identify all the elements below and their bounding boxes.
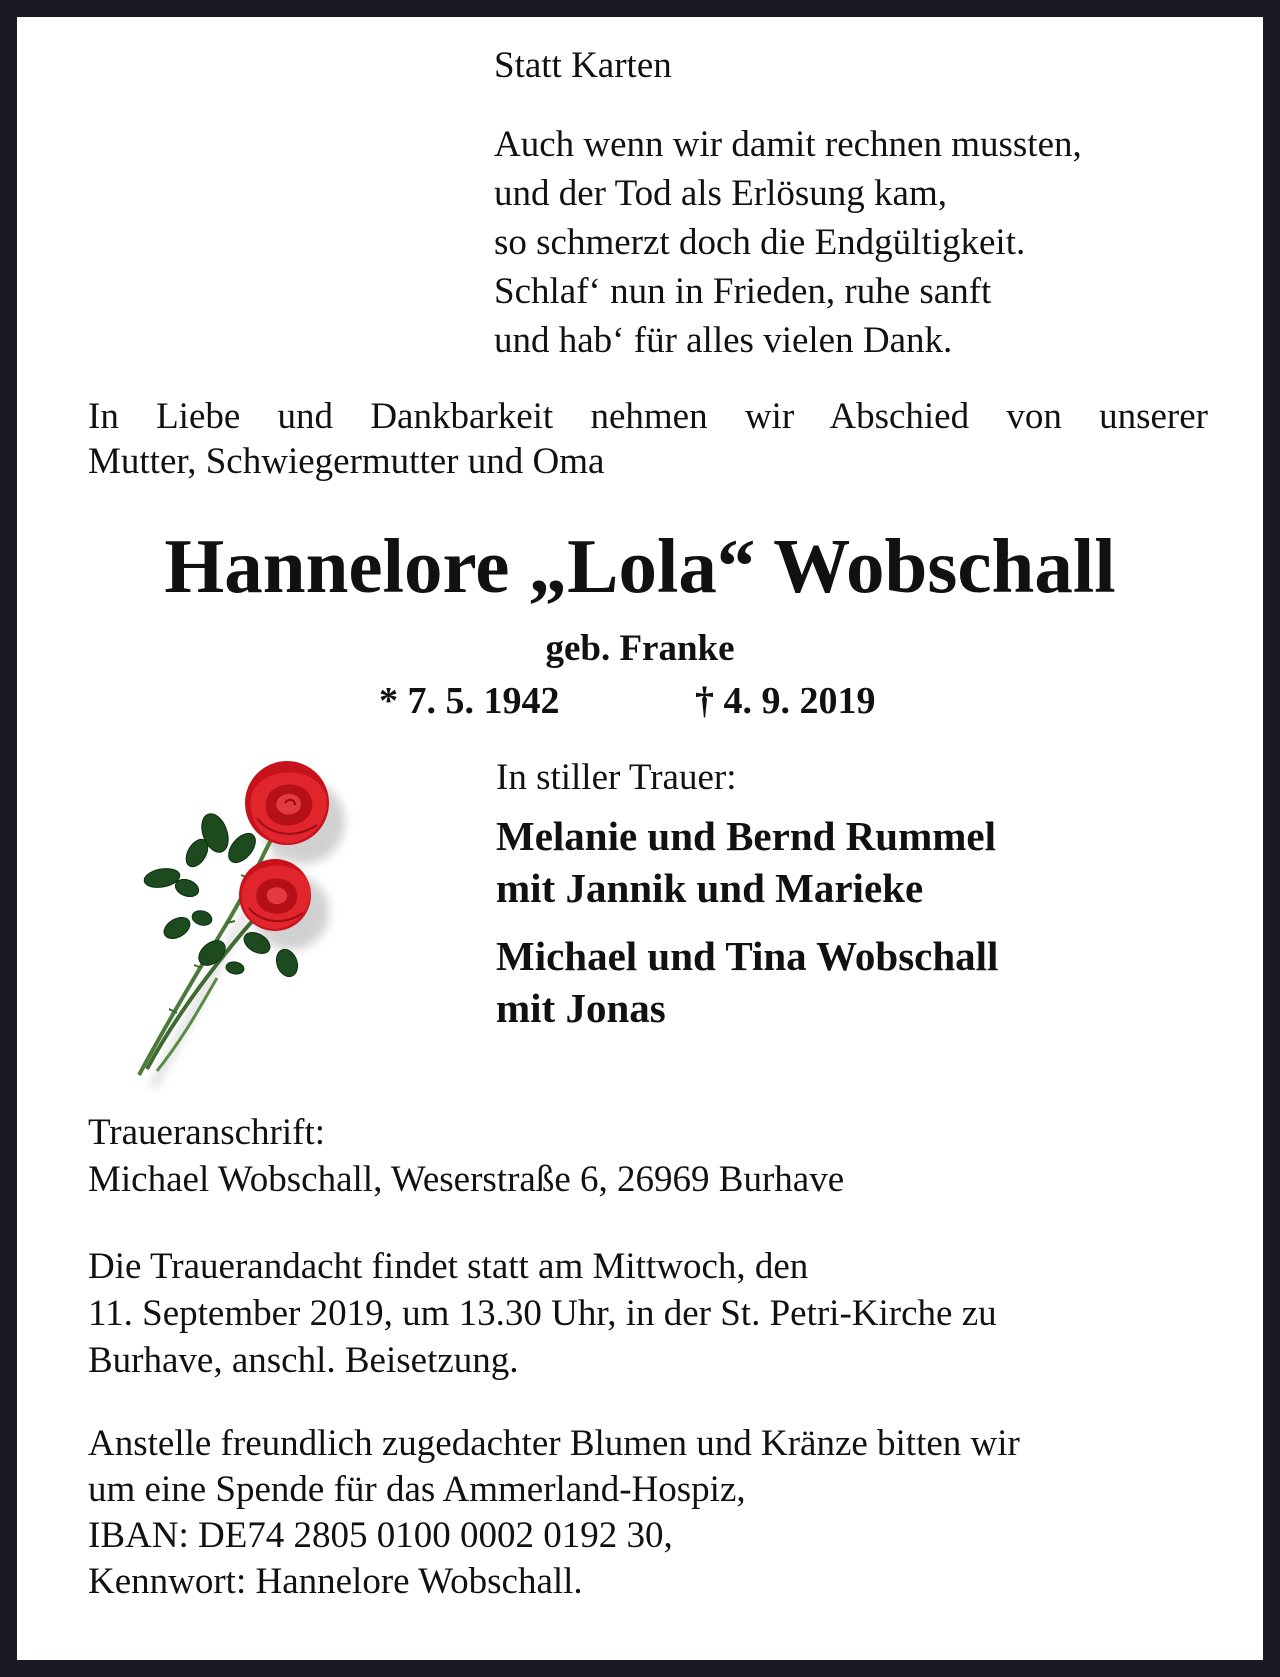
donation-line: um eine Spende für das Ammerland-Hospiz, bbox=[88, 1469, 746, 1510]
address-label: Traueranschrift: bbox=[88, 1112, 326, 1153]
birth-name: geb. Franke bbox=[545, 628, 735, 669]
mourners-group-2 bbox=[496, 930, 998, 1034]
mourner-line: mit Jannik und Marieke bbox=[496, 865, 924, 911]
donation-iban: IBAN: DE74 2805 0100 0002 0192 30, bbox=[88, 1515, 673, 1556]
poem-line: so schmerzt doch die Endgültigkeit. bbox=[494, 222, 1026, 263]
mourner-line: Michael und Tina Wobschall bbox=[496, 933, 999, 979]
service-line: 11. September 2019, um 13.30 Uhr, in der St. Petri-Kirche zu bbox=[88, 1293, 997, 1334]
mourner-line: mit Jonas bbox=[496, 985, 666, 1031]
mourners-heading: In stiller Trauer: bbox=[496, 757, 737, 798]
birth-date: * 7. 5. 1942 bbox=[379, 680, 560, 722]
poem-line: und der Tod als Erlösung kam, bbox=[494, 173, 947, 214]
poem-line: Auch wenn wir damit rechnen mussten, bbox=[494, 124, 1082, 165]
poem-line: und hab‘ für alles vielen Dank. bbox=[494, 320, 953, 361]
mourner-line: Melanie und Bernd Rummel bbox=[496, 813, 996, 859]
intro-text bbox=[88, 394, 1208, 484]
donation-keyword: Kennwort: Hannelore Wobschall. bbox=[88, 1561, 583, 1602]
mourners-group-1 bbox=[496, 810, 996, 914]
service-line: Burhave, anschl. Beisetzung. bbox=[88, 1340, 519, 1381]
donation-line: Anstelle freundlich zugedachter Blumen und Kränze bitten wir bbox=[88, 1423, 1020, 1464]
service-info bbox=[88, 1243, 997, 1384]
deceased-name: Hannelore „Lola“ Wobschall bbox=[164, 523, 1116, 609]
death-date: † 4. 9. 2019 bbox=[695, 680, 876, 722]
poem bbox=[494, 120, 1082, 365]
service-line: Die Trauerandacht findet statt am Mittwoch, den bbox=[88, 1246, 809, 1287]
mourning-address bbox=[88, 1109, 844, 1203]
obituary-notice bbox=[17, 17, 1263, 1660]
donation-info bbox=[88, 1421, 1020, 1605]
red-roses-icon bbox=[117, 753, 357, 1093]
poem-line: Schlaf‘ nun in Frieden, ruhe sanft bbox=[494, 271, 992, 312]
address-value: Michael Wobschall, Weserstraße 6, 26969 Burhave bbox=[88, 1159, 845, 1200]
statt-karten: Statt Karten bbox=[494, 45, 672, 86]
intro-line: Mutter, Schwiegermutter und Oma bbox=[88, 441, 605, 482]
intro-line: In Liebe und Dankbarkeit nehmen wir Abschied von unserer bbox=[88, 396, 1208, 437]
